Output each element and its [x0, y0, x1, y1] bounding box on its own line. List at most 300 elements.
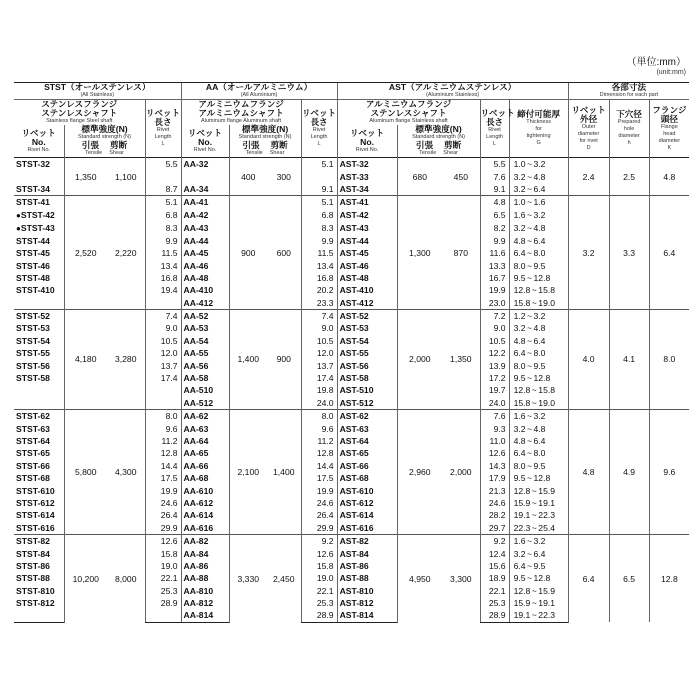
grip-max: 12.8 [533, 573, 551, 584]
grip-min: 9.5 [513, 272, 526, 283]
stst-length: 5.5 [145, 158, 181, 171]
grip-min: 19.1 [513, 510, 531, 521]
stst-rivet-no: STST-32 [16, 159, 50, 170]
grip-range-separator: ~ [527, 235, 533, 246]
aa-tensile: 400 [229, 158, 267, 196]
ast-length-header: リベット 長さ Rivet Length L [480, 100, 509, 158]
stst-rivet-no: STST-65 [16, 448, 50, 459]
grip-range [509, 170, 568, 182]
grip-min: 4.8 [513, 436, 526, 446]
stst-rivet-no: STST-53 [16, 323, 50, 334]
ast-shear: 1,350 [442, 309, 480, 409]
outer-diameter: 4.8 [568, 410, 609, 535]
ast-strength-header: 標準強度(N) Standard strength (N) 引張 剪断 Tensile Shear [397, 125, 480, 158]
grip-min: 1.0 [513, 197, 526, 208]
grip-range-separator: ~ [527, 171, 533, 182]
aa-length: 23.3 [301, 297, 337, 310]
stst-shear: 2,220 [107, 196, 145, 310]
grip-max: 9.5 [533, 560, 546, 571]
grip-min: 3.2 [513, 548, 526, 559]
grip-min: 1.6 [513, 210, 526, 221]
stst-rivet-no: STST-612 [16, 497, 55, 508]
ast-length: 12.6 [480, 447, 509, 459]
ast-rivet-no: AST-88 [337, 572, 397, 584]
grip-range-separator: ~ [527, 260, 533, 271]
stst-length [145, 609, 181, 622]
ast-tensile: 2,960 [397, 410, 442, 535]
aa-length: 9.2 [301, 534, 337, 547]
ast-length: 24.6 [480, 497, 509, 509]
grip-range [509, 422, 568, 434]
aa-rivet-no: AA-412 [181, 297, 229, 310]
grip-max: 6.4 [533, 436, 546, 446]
grip-range-separator: ~ [527, 423, 533, 434]
ast-material-header: アルミニウムフランジ ステンレスシャフト Aluminum flange Stainless shaft [337, 100, 480, 126]
grip-max: 9.5 [533, 460, 546, 471]
grip-range [509, 509, 568, 521]
grip-max: 3.2 [533, 536, 546, 547]
grip-max: 8.0 [533, 448, 546, 459]
outer-diameter: 2.4 [568, 158, 609, 196]
stst-length: 9.9 [145, 235, 181, 247]
aa-length: 17.5 [301, 472, 337, 484]
stst-length: 17.5 [145, 472, 181, 484]
stst-rivet-no: STST-66 [16, 460, 50, 471]
ast-length: 13.9 [480, 359, 509, 371]
stst-length: 24.6 [145, 497, 181, 509]
grip-min: 12.8 [513, 485, 531, 496]
ast-rivet-no: AST-53 [337, 322, 397, 334]
grip-range [509, 384, 568, 396]
grip-range-separator: ~ [531, 510, 537, 521]
ast-rivet-no: AST-614 [337, 509, 397, 521]
stst-tensile: 2,520 [64, 196, 107, 310]
aa-length: 13.4 [301, 259, 337, 271]
stst-rivet-no: STST-614 [16, 510, 55, 521]
ast-rivet-no: AST-45 [337, 247, 397, 259]
aa-length: 29.9 [301, 522, 337, 535]
grip-range-separator: ~ [531, 385, 537, 396]
stst-length: 19.4 [145, 284, 181, 296]
aa-length: 26.4 [301, 509, 337, 521]
aa-rivet-no: AA-610 [181, 484, 229, 496]
table-row [14, 196, 689, 209]
grip-min: 1.0 [513, 159, 526, 170]
ast-rivet-no: AST-41 [337, 196, 397, 209]
aa-length: 12.0 [301, 347, 337, 359]
grip-max: 6.4 [533, 335, 546, 346]
grip-range [509, 447, 568, 459]
stst-rivet-no: STST-810 [16, 585, 55, 596]
ast-rivet-no: AST-33 [337, 170, 397, 182]
ast-length: 25.3 [480, 597, 509, 609]
grip-min: 15.8 [513, 297, 531, 308]
grip-max: 9.5 [533, 260, 546, 271]
aa-length: 22.1 [301, 585, 337, 597]
grip-range-separator: ~ [527, 548, 533, 559]
aa-length: 12.8 [301, 447, 337, 459]
stst-rivet-no [14, 170, 64, 182]
grip-max: 9.5 [533, 360, 546, 371]
stst-length: 25.3 [145, 585, 181, 597]
ast-rivet-no: AST-68 [337, 472, 397, 484]
ast-rivet-no: AST-34 [337, 183, 397, 196]
ast-length: 9.2 [480, 534, 509, 547]
grip-max: 19.0 [538, 297, 556, 308]
ast-length: 9.1 [480, 183, 509, 196]
grip-min: 8.0 [513, 360, 526, 371]
ast-length: 29.7 [480, 522, 509, 535]
ast-length: 28.2 [480, 509, 509, 521]
grip-range [509, 484, 568, 496]
grip-min: 15.8 [513, 397, 531, 408]
grip-range [509, 196, 568, 209]
unit-jp: （単位:mm） [626, 57, 686, 68]
ast-rivet-no-header: リベット No. Rivet No. [337, 125, 397, 158]
stst-rivet-no: STST-410 [16, 285, 55, 296]
aa-length: 19.0 [301, 572, 337, 584]
grip-min: 6.4 [513, 348, 526, 359]
grip-min: 3.2 [513, 171, 526, 182]
stst-rivet-no: STST-63 [16, 423, 50, 434]
aa-rivet-no: AA-55 [181, 347, 229, 359]
aa-rivet-no [181, 170, 229, 182]
ast-length: 21.3 [480, 484, 509, 496]
aa-length: 25.3 [301, 597, 337, 609]
aa-length: 24.6 [301, 497, 337, 509]
grip-min: 19.1 [513, 610, 531, 621]
grip-min: 15.9 [513, 598, 531, 609]
ast-length: 8.2 [480, 222, 509, 235]
aa-length: 19.8 [301, 384, 337, 396]
grip-max: 3.2 [533, 159, 546, 170]
aa-rivet-no: AA-41 [181, 196, 229, 209]
outer-diameter-header: リベット 外径 Outer diameter for rivet D [568, 100, 609, 158]
stst-length: 6.8 [145, 209, 181, 222]
stst-length: 22.1 [145, 572, 181, 584]
aa-rivet-no-header: リベット No. Rivet No. [181, 125, 229, 158]
grip-max: 6.4 [533, 183, 546, 194]
grip-min: 1.6 [513, 411, 526, 422]
aa-length: 28.9 [301, 609, 337, 622]
aa-length: 5.1 [301, 158, 337, 171]
aa-length: 16.8 [301, 272, 337, 284]
flange-diameter: 12.8 [649, 534, 689, 622]
ast-rivet-no: AST-610 [337, 484, 397, 496]
aa-tensile: 1,400 [229, 309, 267, 409]
grip-max: 8.0 [533, 248, 546, 259]
aa-strength-header: 標準強度(N) Standard strength (N) 引張 剪断 Tensile Shear [229, 125, 301, 158]
grip-min: 9.5 [513, 373, 526, 384]
grip-max: 6.4 [533, 235, 546, 246]
stst-length: 13.7 [145, 359, 181, 371]
ast-length: 12.4 [480, 547, 509, 559]
aa-rivet-no: AA-814 [181, 609, 229, 622]
aa-tensile: 3,330 [229, 534, 267, 622]
stst-rivet-no: STST-45 [16, 248, 50, 259]
grip-range [509, 183, 568, 196]
stst-rivet-no: STST-52 [14, 309, 64, 322]
grip-min: 1.2 [513, 311, 526, 322]
stst-shear: 1,100 [114, 171, 137, 182]
ast-rivet-no: AST-612 [337, 497, 397, 509]
ast-rivet-no: AST-63 [337, 422, 397, 434]
ast-length: 9.0 [480, 322, 509, 334]
ast-rivet-no: AST-62 [337, 410, 397, 423]
ast-shear: 2,000 [442, 410, 480, 535]
table-row [14, 309, 689, 322]
stst-length: 12.8 [145, 447, 181, 459]
flange-diameter: 9.6 [649, 410, 689, 535]
ast-length: 17.2 [480, 372, 509, 384]
ast-length: 23.0 [480, 297, 509, 310]
grip-range [509, 472, 568, 484]
stst-length: 17.4 [145, 372, 181, 384]
aa-rivet-no: AA-812 [181, 597, 229, 609]
grip-range [509, 284, 568, 296]
stst-rivet-no [14, 609, 64, 622]
hole-diameter: 4.9 [609, 410, 649, 535]
ast-length: 12.2 [480, 347, 509, 359]
grip-min: 6.4 [513, 448, 526, 459]
grip-range-separator: ~ [527, 473, 533, 484]
grip-max: 6.4 [533, 548, 546, 559]
ast-rivet-no: AST-32 [337, 158, 397, 171]
ast-rivet-no: AST-55 [337, 347, 397, 359]
hole-diameter: 6.5 [609, 534, 649, 622]
aa-length: 11.2 [301, 435, 337, 447]
grip-range [509, 309, 568, 322]
table-body [14, 158, 689, 623]
stst-length: 12.6 [145, 534, 181, 547]
stst-rivet-no: STST-62 [14, 410, 64, 423]
ast-rivet-no: AST-52 [337, 309, 397, 322]
grip-max: 4.8 [533, 223, 546, 234]
grip-range [509, 585, 568, 597]
aa-rivet-no: AA-64 [181, 435, 229, 447]
grip-range-separator: ~ [527, 323, 533, 334]
grip-max: 4.8 [533, 323, 546, 334]
ast-series-header: AST（アルミニウムステンレス） (Aluminium Stainless) [337, 83, 568, 100]
grip-range [509, 410, 568, 423]
aa-tensile: 2,100 [229, 410, 267, 535]
ast-rivet-no: AST-86 [337, 560, 397, 572]
ast-tensile: 1,300 [397, 196, 442, 310]
header-row-series [14, 83, 689, 100]
grip-min: 9.5 [513, 573, 526, 584]
stst-rivet-no: ● STST-43 [14, 222, 64, 235]
aa-rivet-no: AA-44 [181, 235, 229, 247]
grip-max: 19.1 [538, 497, 556, 508]
aa-rivet-no: AA-512 [181, 397, 229, 410]
grip-range [509, 497, 568, 509]
grip-range [509, 522, 568, 535]
grip-min: 6.4 [513, 248, 526, 259]
table-row [14, 158, 689, 171]
stst-length: 7.4 [145, 309, 181, 322]
ast-rivet-no: AST-43 [337, 222, 397, 235]
stst-tensile: 4,180 [64, 309, 107, 409]
grip-range-separator: ~ [527, 560, 533, 571]
grip-range-separator: ~ [527, 360, 533, 371]
ast-rivet-no: AST-814 [337, 609, 397, 622]
outer-diameter: 4.0 [568, 309, 609, 409]
aa-length: 13.7 [301, 359, 337, 371]
stst-rivet-no: STST-44 [16, 235, 50, 246]
ast-length: 17.9 [480, 472, 509, 484]
grip-range [509, 222, 568, 235]
aa-rivet-no: AA-510 [181, 384, 229, 396]
ast-length: 7.6 [480, 410, 509, 423]
grip-min: 6.4 [513, 560, 526, 571]
stst-length: 5.1 [145, 196, 181, 209]
grip-range-separator: ~ [527, 448, 533, 459]
aa-length [301, 170, 337, 182]
grip-max: 3.2 [533, 210, 546, 221]
grip-max: 4.8 [533, 423, 546, 434]
stst-material-header: ステンレスフランジ ステンレスシャフト Stainless flange Steel shaft [41, 99, 118, 124]
grip-range-separator: ~ [527, 411, 533, 422]
aa-length: 12.6 [301, 547, 337, 559]
flange-diameter-header: フランジ 頭径 Flange head diameter K [649, 100, 689, 158]
stst-shear: 4,300 [107, 410, 145, 535]
aa-shear: 600 [267, 196, 301, 310]
ast-rivet-no: AST-46 [337, 259, 397, 271]
ast-rivet-no: AST-48 [337, 272, 397, 284]
stst-rivet-no: STST-84 [16, 548, 50, 559]
grip-range [509, 460, 568, 472]
ast-length: 9.3 [480, 422, 509, 434]
ast-rivet-no: AST-56 [337, 359, 397, 371]
grip-max: 15.8 [538, 285, 556, 296]
grip-range [509, 572, 568, 584]
stst-rivet-no: STST-41 [14, 196, 64, 209]
grip-range [509, 158, 568, 171]
ast-rivet-no: AST-812 [337, 597, 397, 609]
dims-header: 各部寸法 Dimension for each part [568, 83, 689, 100]
stst-rivet-no: STST-55 [16, 348, 50, 359]
grip-range-separator: ~ [531, 610, 537, 621]
grip-range [509, 297, 568, 310]
aa-length: 8.3 [301, 222, 337, 235]
aa-length: 17.4 [301, 372, 337, 384]
aa-shear: 1,400 [267, 410, 301, 535]
ast-length: 5.5 [480, 158, 509, 171]
flange-diameter: 4.8 [649, 158, 689, 196]
grip-max: 12.8 [533, 473, 551, 484]
ast-length: 19.7 [480, 384, 509, 396]
aa-shear: 2,450 [267, 534, 301, 622]
ast-rivet-no: AST-84 [337, 547, 397, 559]
grip-range-separator: ~ [531, 397, 537, 408]
grip-range [509, 209, 568, 222]
outer-diameter: 3.2 [568, 196, 609, 310]
stst-rivet-no: STST-58 [16, 373, 50, 384]
aa-length: 15.8 [301, 560, 337, 572]
grip-min: 9.5 [513, 473, 526, 484]
aa-rivet-no: AA-810 [181, 585, 229, 597]
ast-length: 7.2 [480, 309, 509, 322]
stst-length: 11.5 [145, 247, 181, 259]
stst-rivet-no: STST-88 [16, 573, 50, 584]
stst-length: 19.9 [145, 484, 181, 496]
aa-rivet-no: AA-63 [181, 422, 229, 434]
aa-length-header: リベット 長さ Rivet Length L [301, 100, 337, 158]
stst-length: 29.9 [145, 522, 181, 535]
stst-strength-header: 標準強度(N) Standard strength (N) 引張 剪断 Tensile Shear [64, 125, 145, 158]
ast-rivet-no: AST-410 [337, 284, 397, 296]
aa-length: 9.6 [301, 422, 337, 434]
stst-rivet-no: STST-812 [16, 598, 55, 609]
grip-range-separator: ~ [527, 573, 533, 584]
aa-rivet-no: AA-42 [181, 209, 229, 222]
aa-rivet-no: AA-52 [181, 309, 229, 322]
ast-length: 19.9 [480, 284, 509, 296]
ast-length: 7.6 [480, 170, 509, 182]
grip-min: 3.2 [513, 183, 526, 194]
grip-max: 15.8 [538, 385, 556, 396]
stst-length: 8.7 [145, 183, 181, 196]
stst-rivet-no: STST-86 [16, 560, 50, 571]
grip-max: 15.9 [538, 585, 556, 596]
aa-length: 5.1 [301, 196, 337, 209]
grip-range-separator: ~ [527, 197, 533, 208]
grip-min: 3.2 [513, 323, 526, 334]
stst-length: 14.4 [145, 460, 181, 472]
stst-rivet-no [14, 397, 64, 410]
grip-range-separator: ~ [527, 210, 533, 221]
outer-diameter: 6.4 [568, 534, 609, 622]
grip-header: 締付可能厚 Thickness for tightening G [509, 100, 568, 158]
grip-min: 15.9 [513, 497, 531, 508]
stst-rivet-no: ● STST-42 [14, 209, 64, 222]
stst-rivet-no: STST-34 [16, 183, 50, 194]
ast-rivet-no: AST-44 [337, 235, 397, 247]
grip-min: 8.0 [513, 460, 526, 471]
grip-range [509, 597, 568, 609]
aa-rivet-no: AA-614 [181, 509, 229, 521]
grip-range-separator: ~ [531, 585, 537, 596]
aa-length: 7.4 [301, 309, 337, 322]
stst-rivet-no: STST-54 [16, 335, 50, 346]
ast-rivet-no: AST-412 [337, 297, 397, 310]
aa-rivet-no: AA-68 [181, 472, 229, 484]
aa-length: 19.9 [301, 484, 337, 496]
grip-range [509, 547, 568, 559]
ast-rivet-no: AST-66 [337, 460, 397, 472]
grip-range-separator: ~ [527, 248, 533, 259]
ast-length: 28.9 [480, 609, 509, 622]
grip-max: 22.3 [538, 610, 556, 621]
stst-length: 8.3 [145, 222, 181, 235]
grip-max: 19.0 [538, 397, 556, 408]
grip-max: 1.6 [533, 197, 546, 208]
aa-length: 9.1 [301, 183, 337, 196]
grip-max: 19.1 [538, 598, 556, 609]
ast-length: 11.6 [480, 247, 509, 259]
stst-shear: 3,280 [107, 309, 145, 409]
grip-range-separator: ~ [527, 183, 533, 194]
stst-rivet-no: STST-48 [16, 272, 50, 283]
grip-range-separator: ~ [531, 497, 537, 508]
stst-rivet-no [14, 384, 64, 396]
grip-range-separator: ~ [531, 297, 537, 308]
stst-length-header: リベット 長さ Rivet Length L [145, 100, 181, 158]
aa-rivet-no: AA-612 [181, 497, 229, 509]
grip-min: 12.8 [513, 285, 531, 296]
ast-shear: 450 [453, 171, 468, 182]
aa-rivet-no: AA-410 [181, 284, 229, 296]
